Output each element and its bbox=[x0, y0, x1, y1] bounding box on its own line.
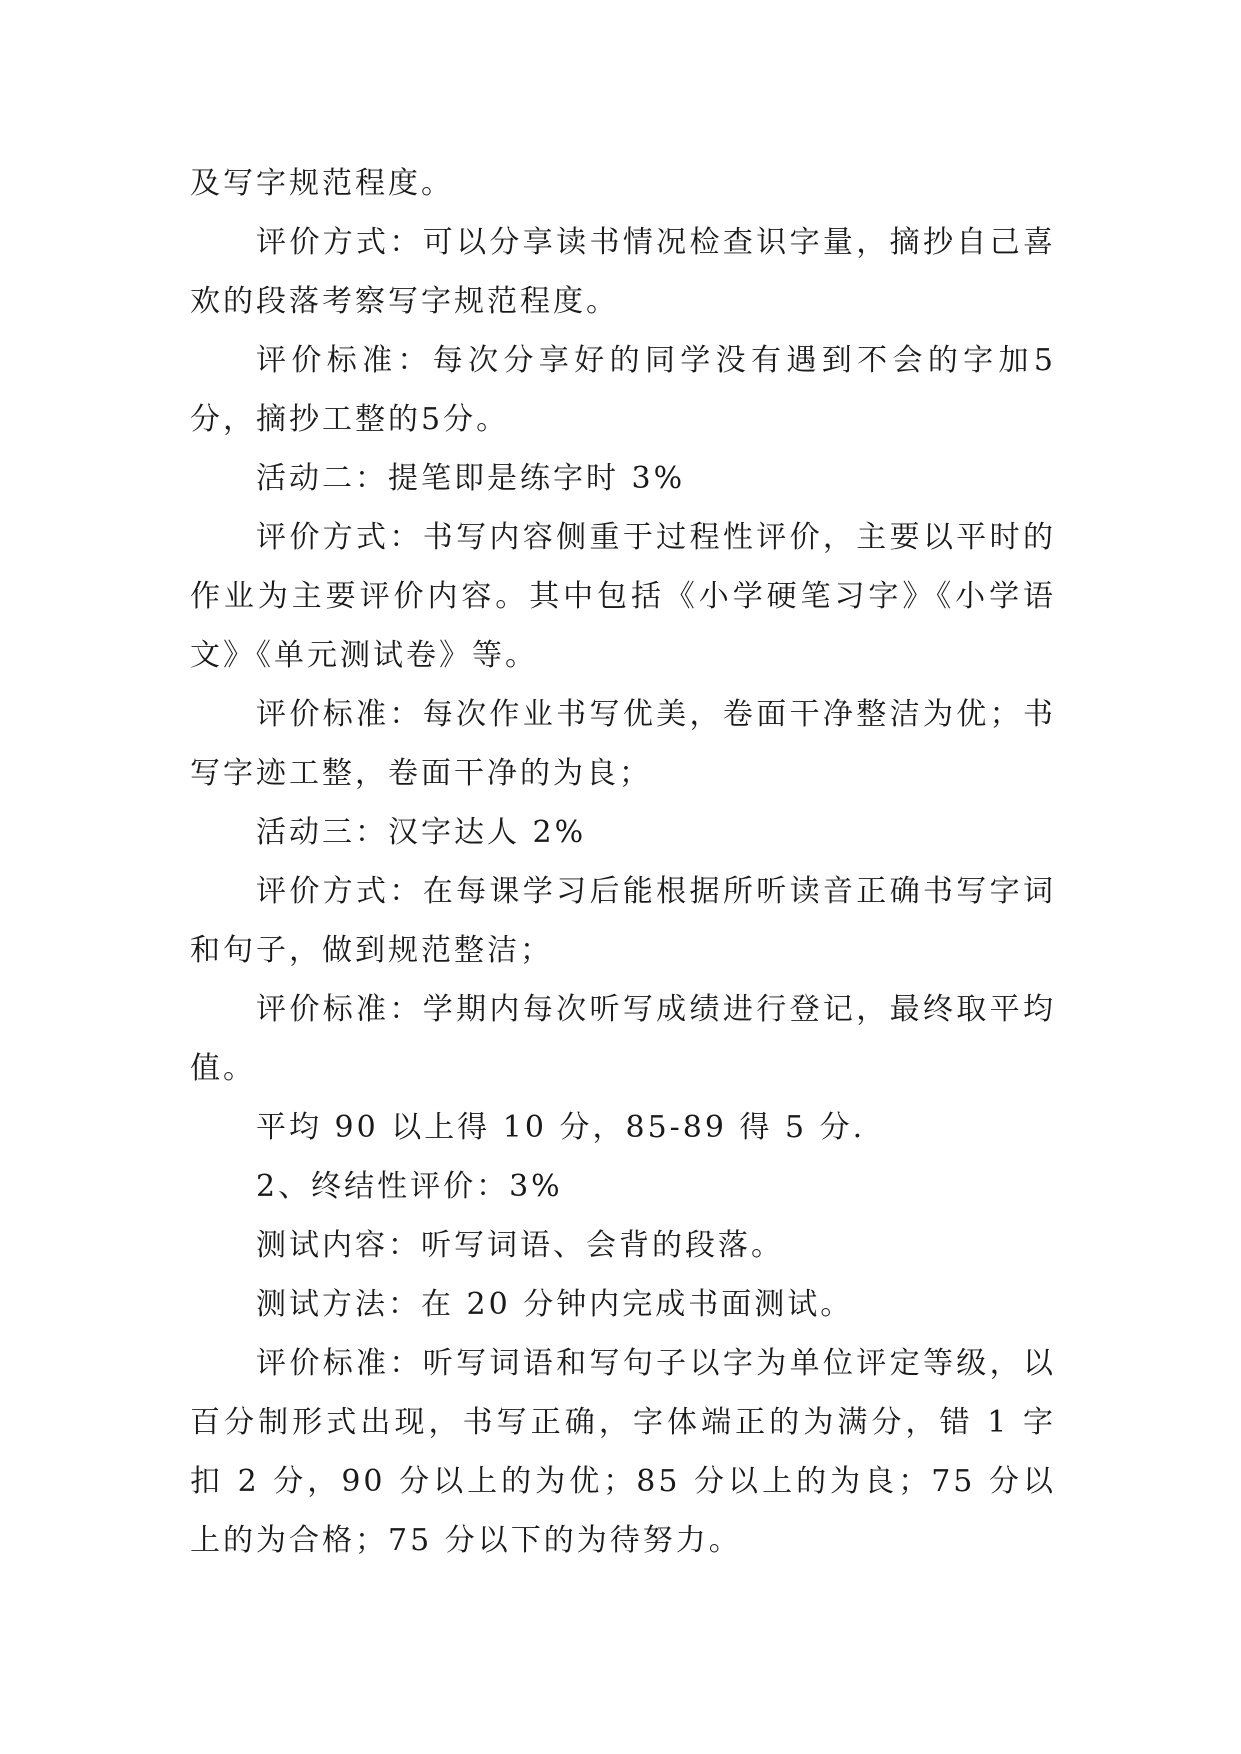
paragraph-activity-three-heading: 活动三：汉字达人 2% bbox=[256, 815, 587, 850]
paragraph-summative-evaluation-heading: 2、终结性评价：3% bbox=[256, 1169, 563, 1204]
paragraph-activity-two-heading: 活动二：提笔即是练字时 3% bbox=[256, 461, 686, 496]
paragraph-evaluation-method-1: 评价方式：可以分享读书情况检查识字量，摘抄自己喜欢的段落考察写字规范程度。 bbox=[190, 225, 1056, 319]
paragraph-evaluation-method-3: 评价方式：在每课学习后能根据所听读音正确书写字词和句子，做到规范整洁； bbox=[190, 874, 1056, 968]
document-body bbox=[190, 154, 1056, 1570]
paragraph-test-content: 测试内容：听写词语、会背的段落。 bbox=[256, 1228, 784, 1263]
paragraph-evaluation-standard-1: 评价标准：每次分享好的同学没有遇到不会的字加5分，摘抄工整的5分。 bbox=[190, 343, 1056, 437]
paragraph-evaluation-standard-3: 评价标准：学期内每次听写成绩进行登记，最终取平均值。 bbox=[190, 992, 1056, 1086]
paragraph-evaluation-method-2: 评价方式：书写内容侧重于过程性评价，主要以平时的作业为主要评价内容。其中包括《小学硬笔习字》《小学语文》《单元测试卷》等。 bbox=[190, 520, 1056, 673]
paragraph-evaluation-standard-final: 评价标准：听写词语和写句子以字为单位评定等级，以百分制形式出现，书写正确，字体端正的为满分，错 1 字扣 2 分，90 分以上的为优；85 分以上的为良；75 分以上的为合格；75 分以下的为待努力。 bbox=[190, 1346, 1056, 1558]
paragraph-average-score-rule: 平均 90 以上得 10 分，85-89 得 5 分. bbox=[256, 1110, 866, 1145]
paragraph-continuation: 及写字规范程度。 bbox=[190, 166, 454, 201]
paragraph-evaluation-standard-2: 评价标准：每次作业书写优美，卷面干净整洁为优；书写字迹工整，卷面干净的为良； bbox=[190, 697, 1056, 791]
paragraph-test-method: 测试方法：在 20 分钟内完成书面测试。 bbox=[256, 1287, 854, 1322]
